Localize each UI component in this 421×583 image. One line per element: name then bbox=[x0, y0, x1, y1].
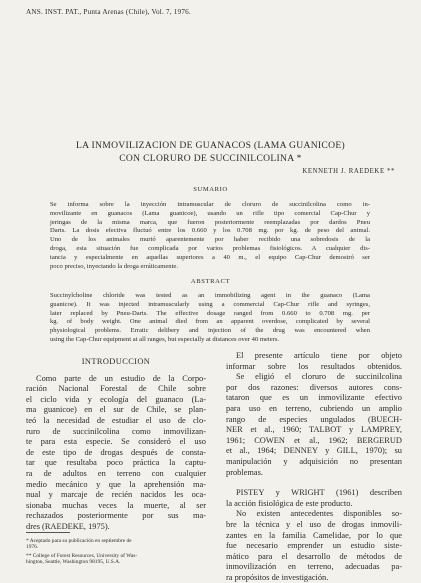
body-line: No existen antecedentes disponibles so- bbox=[236, 509, 402, 519]
abstract-line: guanicoe). It was injected intramuscularly using a commercial Cap-Chur rifle and syringes, bbox=[50, 300, 370, 308]
body-line: mático para el desarrollo de métodos de bbox=[226, 551, 402, 561]
abstract-line: physiological problems. Erratic delibery and injection of the drug was encountered when bbox=[50, 327, 370, 335]
body-line: 1961; COWEN et al., 1962; BERGERUD bbox=[226, 435, 402, 445]
body-line: El presente artículo tiene por objeto bbox=[236, 351, 402, 360]
sumario-line: droga, esta situación fue complicada por varios problemas fisiológicos. A cualquier dis- bbox=[50, 244, 370, 252]
abstract-line: Succinylcholine chloride was tested as an immobilizing agent in the guanaco (Lama bbox=[50, 292, 370, 299]
body-line: PISTEY y WRIGHT (1961) describen bbox=[236, 488, 402, 498]
running-header: ANS. INST. PAT., Punta Arenas (Chile), Vol. 7, 1976. bbox=[26, 8, 191, 16]
intro-line: teó la necesidad de estudiar el uso de clo- bbox=[26, 415, 206, 425]
body-line: inmovilización en terreno, adecuadas pa- bbox=[226, 562, 402, 572]
intro-line: sionaba muchas veces la muerte, al ser bbox=[26, 500, 206, 510]
intro-line: medio mecánico y que la aprehensión ma- bbox=[26, 479, 206, 489]
abstract-line: kg. of body weight. One animal died from an apparent overdose, complicated by several bbox=[50, 318, 370, 326]
body-line: bre la técnica y el uso de drogas inmovili- bbox=[226, 519, 402, 529]
body-line: para uso en terreno, cubriendo un amplio bbox=[226, 403, 402, 413]
abstract-text bbox=[50, 292, 370, 345]
footnote-line: ** College of Forest Resources, University of Was- bbox=[26, 553, 138, 559]
left-column bbox=[26, 351, 206, 533]
intro-line: Como parte de un estudio de la Corpo- bbox=[36, 373, 206, 383]
body-line: rango de especies ungulados (BUECH- bbox=[226, 414, 402, 424]
title-line-2: CON CLORURO DE SUCCINILCOLINA * bbox=[119, 153, 302, 164]
intro-line: ruro de succinilcolina como inmovilizan- bbox=[26, 426, 206, 436]
body-line: fue necesario emprender un estudio siste- bbox=[226, 541, 402, 551]
body-line: et al., 1964; DENNEY y GILL, 1970); su bbox=[226, 446, 402, 456]
intro-line: ración Nacional Forestal de Chile sobre bbox=[26, 384, 206, 394]
intro-line: te para esta especie. Se consideró el uso bbox=[26, 437, 206, 447]
footnote-line: 1976. bbox=[26, 544, 39, 551]
body-line: tataron que es un inmovilizante efectivo bbox=[226, 393, 402, 403]
body-line: manipulación y adquisición no presentan bbox=[226, 456, 402, 466]
intro-line: tar que resultaba poco práctica la captu- bbox=[26, 458, 206, 468]
sumario-line: Se informa sobre la inyección intramuscular de cloruro de succinilcolina como in- bbox=[50, 201, 370, 208]
sumario-line: Darts. La dosis efectiva fluctuó entre los 0.660 y los 0.708 mg. por kg. de peso del animal. bbox=[50, 227, 370, 235]
abstract-line: using the Cap-Chur equipment at all ranges, but especially at distances over 40 meters. bbox=[50, 335, 280, 343]
footnote-line: hington, Seattle, Washington 98195, U.S.A. bbox=[26, 559, 121, 566]
title-line-1: LA INMOVILIZACION DE GUANACOS (LAMA GUANICOE) bbox=[75, 140, 346, 151]
sumario-heading: SUMARIO bbox=[193, 186, 228, 193]
intro-line: dres (RAEDEKE, 1975). bbox=[26, 521, 110, 531]
body-line: Se eligió el cloruro de succinilcolina bbox=[236, 372, 402, 382]
body-line: la acción fisiológica de este producto. bbox=[226, 498, 353, 508]
sumario-line: poco preciso, inyectando la droga erráticamente. bbox=[50, 262, 178, 270]
footnote-line: * Aceptado para su publicación en septiembre de bbox=[26, 538, 132, 544]
body-line: informar sobre los resultados obtenidos. bbox=[226, 361, 402, 371]
body-line: ra propósitos de investigación. bbox=[226, 572, 329, 582]
body-line: por dos razones: diversos autores cons- bbox=[226, 382, 402, 392]
sumario-text bbox=[50, 201, 370, 271]
sumario-line: Uno de los animales murió aparentemente por haber recibido una sobredosis de la bbox=[50, 236, 370, 244]
article-title bbox=[0, 139, 421, 165]
footnote-1 bbox=[26, 538, 206, 551]
intro-line: ra de adultos en terreno con cualquier bbox=[26, 468, 206, 478]
footnote-divider bbox=[26, 532, 70, 533]
right-column bbox=[226, 351, 402, 583]
footnote-2 bbox=[26, 553, 206, 566]
body-line: problemas. bbox=[226, 467, 263, 477]
sumario-line: movilizante en guanacos (Lama guanicoe), usando un rifle tipo comercial Cap-Chur y bbox=[50, 209, 370, 217]
author-name: KENNETH J. RAEDEKE ** bbox=[302, 168, 395, 175]
intro-line: de este tipo de drogas después de consta- bbox=[26, 447, 206, 457]
body-line: NER et al., 1960; TALBOT y LAMPREY, bbox=[226, 425, 402, 435]
intro-heading: INTRODUCCION bbox=[81, 357, 151, 366]
intro-line: ma guanicoe) en el sur de Chile, se plan- bbox=[26, 405, 206, 415]
sumario-line: jeringas de la misma marca, que fueron posteriormente reemplazadas por dardos Pneu bbox=[50, 218, 370, 226]
abstract-heading: ABSTRACT bbox=[190, 278, 231, 285]
intro-line: nual y marcaje de recién nacidos les oca- bbox=[26, 490, 206, 500]
sumario-line: tancia y especialmente en aquellas superiores a 40 m., el equipo Cap-Chur demostró ser bbox=[50, 253, 370, 261]
intro-line: el ciclo vida y ecología del guanaco (La- bbox=[26, 394, 206, 404]
abstract-line: later replaced by Pneu-Darts. The effective dosage ranged from 0.660 to 0.708 mg. per bbox=[50, 309, 370, 317]
body-line: zantes en la familia Camelidae, por lo que bbox=[226, 530, 402, 540]
intro-line: rechazados posteriormente por sus ma- bbox=[26, 511, 206, 521]
